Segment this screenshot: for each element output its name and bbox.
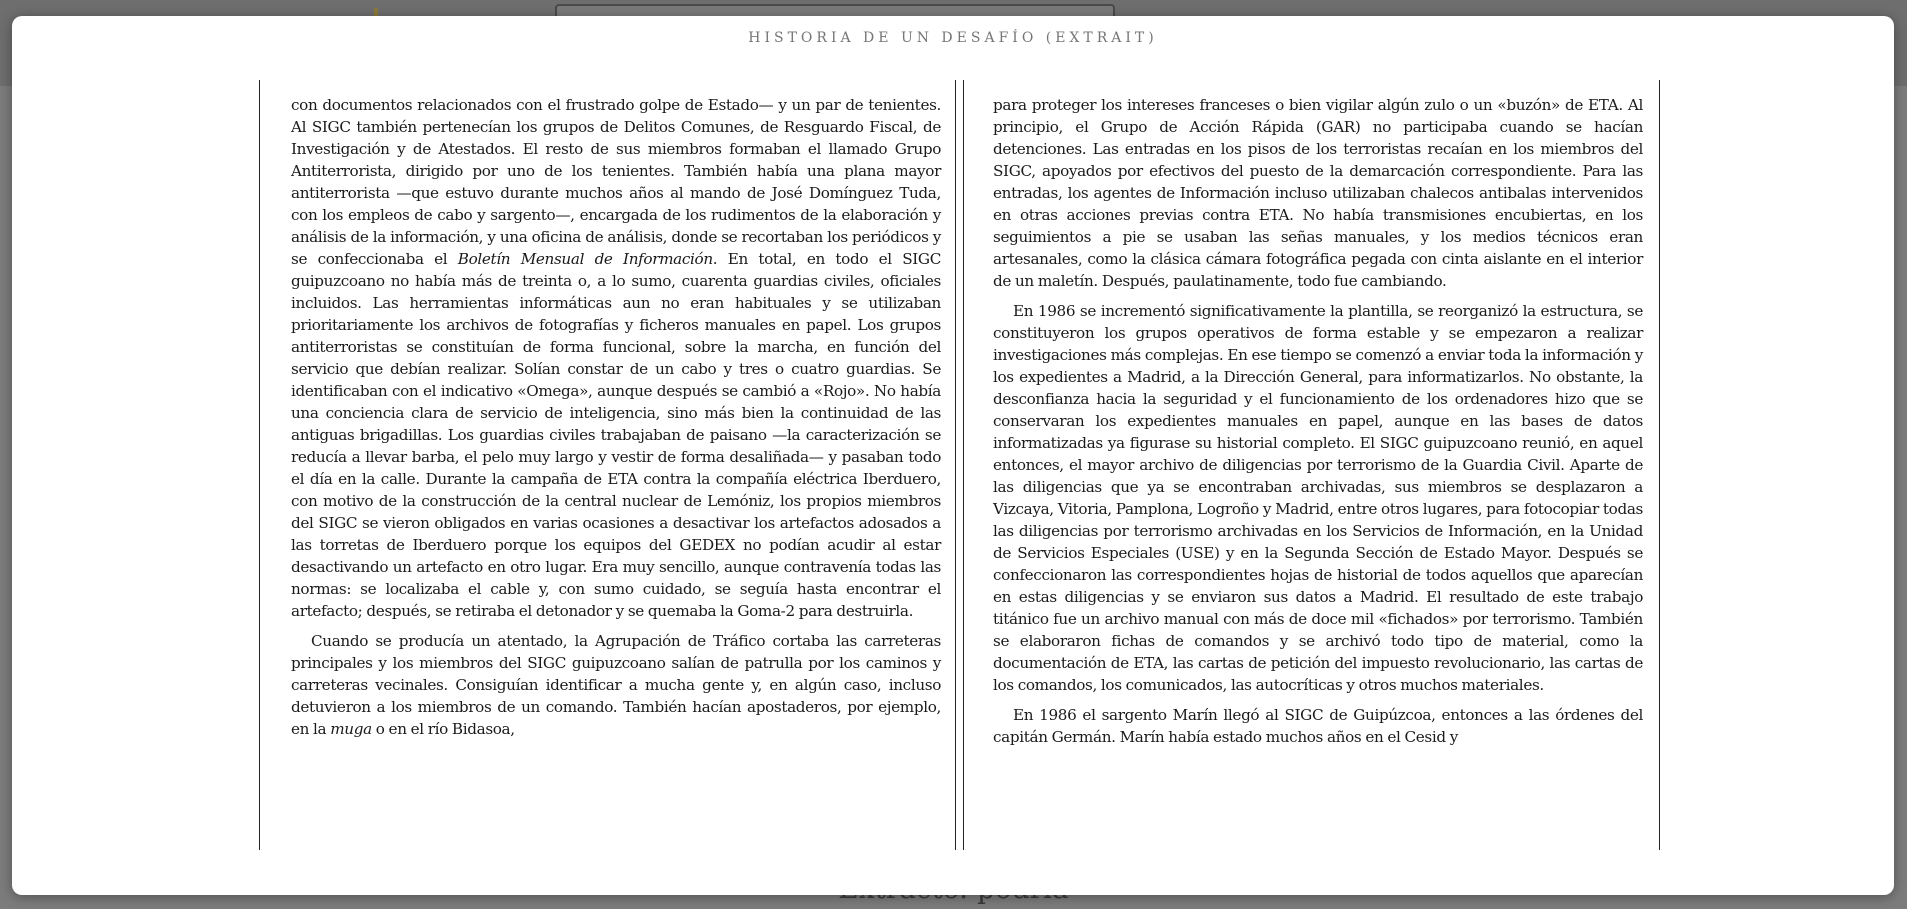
italic-title: Boletín Mensual de Información [457,250,713,268]
text-run: En 1986 se incrementó significativamente la plantilla, se reorganizó la estructura, se constituyeron los grupos operativos de forma estable y se empezaron a realizar investigaciones más complejas. En ese tiempo se comenzó a enviar toda la información y los expedientes a Madrid, a la Dirección General, para informatizarlos. No obstante, la desconfianza hacia la seguridad y el funcionamiento de los ordenadores hizo que se conservaran los expedientes manuales en papel, aunque en las bases de datos informatizadas ya figurase su historial completo. El SIGC guipuzcoano reunió, en aquel entonces, el mayor archivo de diligencias por terrorismo de la Guardia Civil. Aparte de las diligencias que ya se encontraban archivadas, sus miembros se desplazaron a Vizcaya, Vitoria, Pamplona, Logroño y Madrid, entre otros lugares, para fotocopiar todas las diligencias por terrorismo archivadas en los Servicios de Información, en la Unidad de Servicios Especiales (USE) y en la Segunda Sección de Estado Mayor. Después se confeccionaron las correspondientes hojas de historial de todos aquellos que aparecían en estas diligencias y se enviaron sus datos a Madrid. El resultado de este trabajo titánico fue un archivo manual con más de doce mil «fichados» por terrorismo. También se elaboraron fichas de comandos y se archivó todo tipo de material, como la documentación de ETA, las cartas de petición del impuesto revolucionario, las cartas de los comandos, los comunicados, las autocríticas y otros muchos materiales. [993,302,1643,694]
page-right-text [993,94,1643,756]
book-page-right [963,80,1660,850]
paragraph [993,704,1643,748]
paragraph [291,630,941,740]
book-page-left [259,80,956,850]
excerpt-modal[interactable] [12,16,1894,895]
paragraph [993,94,1643,292]
paragraph [291,94,941,622]
paragraph [993,300,1643,696]
text-run: para proteger los intereses franceses o bien vigilar algún zulo o un «buzón» de ETA. Al principio, el Grupo de Acción Rápida (GAR) no participaba cuando se hacían detenciones. Las entradas en los pisos de los terroristas recaían en los miembros del SIGC, apoyados por efectivos del puesto de la demarcación correspondiente. Para las entradas, los agentes de Información incluso utilizaban chalecos antibalas intervenidos en otras acciones previas contra ETA. No había transmisiones encubiertas, en los seguimientos a pie se usaban las señas manuales, y los medios técnicos eran artesanales, como la clásica cámara fotográfica pegada con cinta aislante en el interior de un maletín. Después, paulatinamente, todo fue cambiando. [993,96,1643,290]
text-run: o en el río Bidasoa, [371,720,515,738]
text-run: . En total, en todo el SIGC guipuzcoano no había más de treinta o, a lo sumo, cuarenta guardias civiles, oficiales incluidos. Las herramientas informáticas aun no eran habituales y se utilizaban prioritariamente los archivos de fotografías y ficheros manuales en papel. Los grupos antiterroristas se constituían de forma funcional, sobre la marcha, en función del servicio que debían realizar. Solían constar de un cabo y tres o cuatro guardias. Se identificaban con el indicativo «Omega», aunque después se cambió a «Rojo». No había una conciencia clara de servicio de inteligencia, sino más bien la continuidad de las antiguas brigadillas. Los guardias civiles trabajaban de paisano —la caracterización se reducía a llevar barba, el pelo muy largo y vestir de forma desaliñada— y pasaban todo el día en la calle. Durante la campaña de ETA contra la compañía eléctrica Iberduero, con motivo de la construcción de la central nuclear de Lemóniz, los propios miembros del SIGC se vieron obligados en varias ocasiones a desactivar los artefactos adosados a las torretas de Iberduero porque los equipos del GEDEX no podían acudir al estar desactivando un artefacto en otro lugar. Era muy sencillo, aunque contravenía todas las normas: se localizaba el cable y, con sumo cuidado, se seguía hasta encontrar el artefacto; después, se retiraba el detonador y se quemaba la Goma-2 para destruirla. [291,250,941,620]
text-run: Cuando se producía un atentado, la Agrupación de Tráfico cortaba las carreteras principales y los miembros del SIGC guipuzcoano salían de patrulla por los caminos y carreteras vecinales. Consiguían identificar a mucha gente y, en algún caso, incluso detuvieron a los miembros de un comando. También hacían apostaderos, por ejemplo, en la [291,632,941,738]
italic-term: muga [330,720,372,738]
text-run: con documentos relacionados con el frustrado golpe de Estado— y un par de tenientes. Al SIGC también pertenecían los grupos de Delitos Comunes, de Resguardo Fiscal, de Investigación y de Atestados. El resto de sus miembros formaban el llamado Grupo Antiterrorista, dirigido por uno de los tenientes. También había una plana mayor antiterrorista —que estuvo durante muchos años al mando de José Domínguez Tuda, con los empleos de cabo y sargento—, encargada de los rudimentos de la elaboración y análisis de la información, y una oficina de análisis, donde se recortaban los periódicos y se confeccionaba el [291,96,941,268]
text-run: En 1986 el sargento Marín llegó al SIGC de Guipúzcoa, entonces a las órdenes del capitán Germán. Marín había estado muchos años en el Cesid y [993,706,1643,746]
page-left-text [291,94,941,748]
modal-title: HISTORIA DE UN DESAFÍO (EXTRAIT) [748,30,1158,46]
